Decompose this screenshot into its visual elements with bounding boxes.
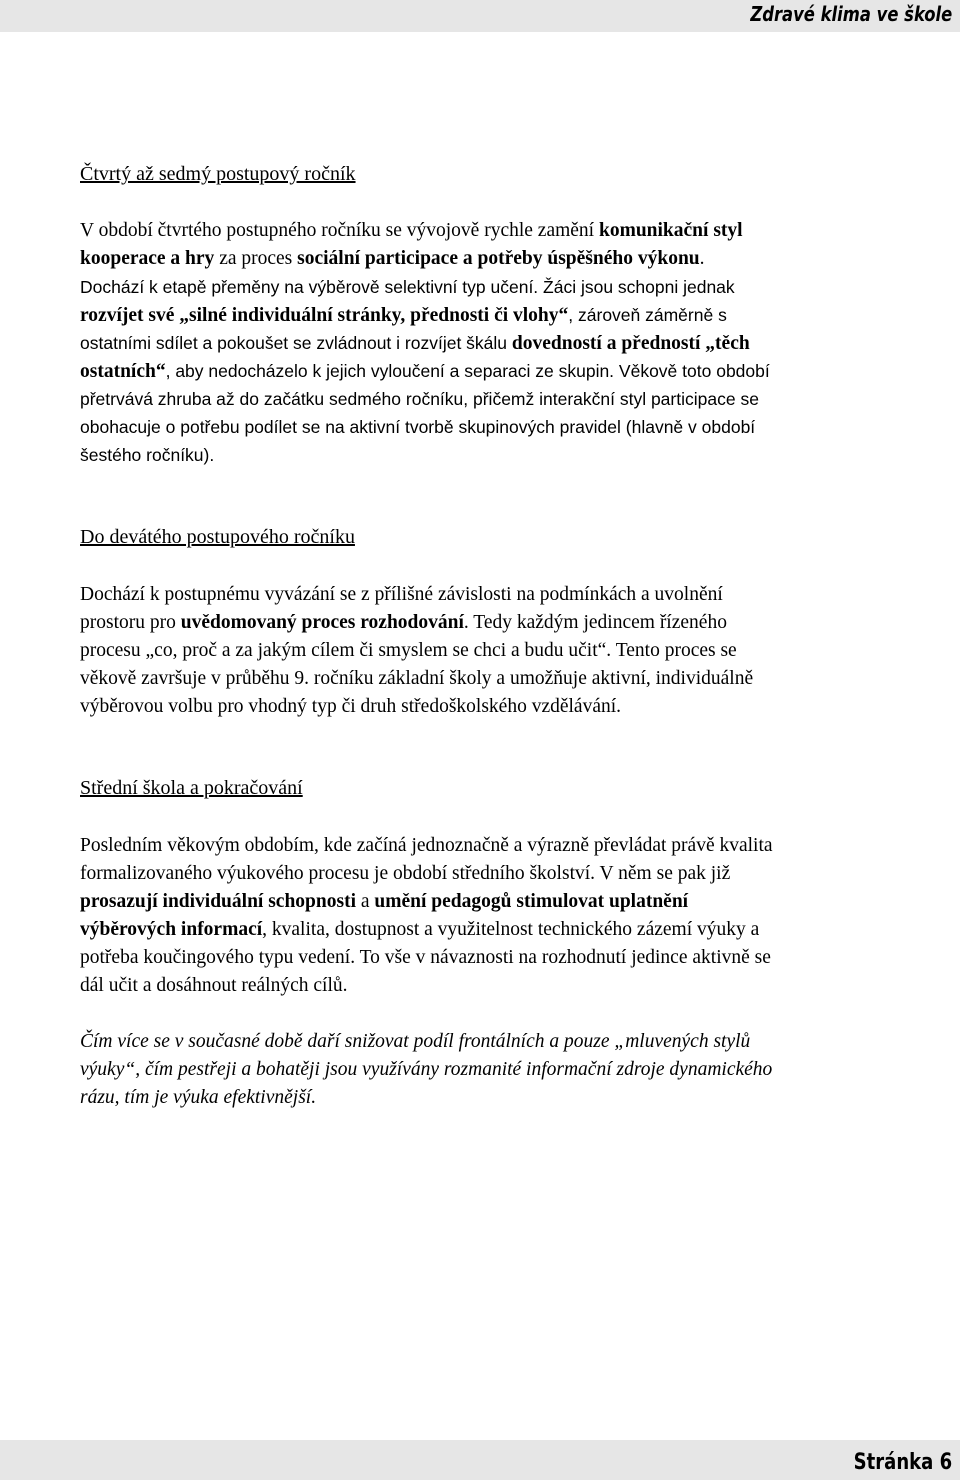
text-line	[80, 637, 892, 665]
text-run: výběrovou volbu pro vhodný typ či druh středoškolského vzdělávání.	[80, 696, 622, 717]
text-run: Žáci jsou schopni jednak	[543, 277, 735, 297]
text-run: za proces	[214, 248, 298, 269]
bold-text-run: kooperace a hry	[80, 248, 215, 269]
text-line	[80, 693, 892, 721]
header-bar	[0, 0, 960, 32]
text-run: prostoru pro	[80, 612, 181, 633]
header-title: Zdravé klima ve škole	[750, 2, 952, 26]
section-heading-4-7: Čtvrtý až sedmý postupový ročník	[80, 163, 356, 185]
section-heading-9: Do devátého postupového ročníku	[80, 526, 355, 548]
bold-text-run: umění pedagogů stimulovat uplatnění	[374, 891, 689, 912]
text-run: rázu, tím je výuka efektivnější.	[80, 1087, 317, 1108]
text-run: Dochází k etapě přeměny na výběrově selektivní typ učení.	[80, 277, 544, 297]
text-line	[80, 581, 892, 609]
bold-text-run: rozvíjet své „silné individuální stránky, přednosti či vlohy“	[80, 305, 569, 326]
text-line	[80, 217, 892, 245]
text-line	[80, 944, 892, 972]
text-run: dál učit a dosáhnout reálných cílů.	[80, 975, 348, 996]
bold-text-run: dovedností a předností „těch	[511, 333, 750, 354]
text-line	[80, 245, 892, 273]
text-run: Věkově toto období	[618, 361, 770, 381]
text-line	[80, 1028, 892, 1056]
text-run: Dochází k postupnému vyvázání se z přílišné závislosti na podmínkách a uvolnění	[80, 584, 723, 605]
text-line	[80, 832, 892, 860]
bold-text-run: uvědomovaný proces rozhodování	[180, 612, 464, 633]
paragraph-4-7	[80, 217, 892, 469]
text-line	[80, 860, 892, 888]
text-run: procesu „co, proč a za jakým cílem či smyslem se chci a budu učit“. Tento proces se	[80, 640, 737, 661]
section-heading-secondary: Střední škola a pokračování	[80, 777, 303, 799]
bold-text-run: sociální participace a potřeby úspěšného výkonu	[297, 248, 700, 269]
text-line	[80, 888, 892, 916]
text-run: přetrvává zhruba až do začátku sedmého ročníku, přičemž interakční styl participace se	[80, 389, 759, 409]
text-run: V období čtvrtého postupného ročníku se vývojově rychle zamění	[80, 220, 599, 241]
text-run: , aby nedocházelo k jejich vyloučení a separaci ze skupin.	[165, 361, 619, 381]
text-run: Čím více se v současné době daří snižovat podíl frontálních a pouze „mluvených stylů	[80, 1031, 751, 1052]
text-run: formalizovaného výukového procesu je období středního školství. V něm se pak již	[80, 863, 731, 884]
text-run: potřeba koučingového typu vedení. To vše v návaznosti na rozhodnutí jedince aktivně se	[80, 947, 771, 968]
paragraph-secondary	[80, 832, 892, 1000]
text-line	[80, 972, 892, 1000]
text-line	[80, 273, 892, 301]
text-line	[80, 357, 892, 385]
text-run: věkově završuje v průběhu 9. ročníku základní školy a umožňuje aktivní, individuálně	[80, 668, 754, 689]
text-line	[80, 385, 892, 413]
text-run: .	[699, 248, 705, 269]
text-line	[80, 441, 892, 469]
text-line	[80, 916, 892, 944]
bold-text-run: ostatních“	[80, 361, 166, 382]
bold-text-run: prosazují individuální schopnosti	[80, 891, 356, 912]
text-line	[80, 1084, 892, 1112]
text-run: šestého ročníku).	[80, 445, 215, 465]
page-number-label: Stránka 6	[853, 1450, 952, 1475]
text-run: , zároveň záměrně s	[568, 305, 727, 325]
footer-bar	[0, 1440, 960, 1480]
paragraph-9	[80, 581, 892, 721]
text-run: výuky“, čím pestřeji a bohatěji jsou využívány rozmanité informační zdroje dynamického	[80, 1059, 773, 1080]
text-run: obohacuje o potřebu podílet se na aktivní tvorbě skupinových pravidel (hlavně v období	[80, 417, 756, 437]
bold-text-run: výběrových informací	[80, 919, 263, 940]
text-line	[80, 329, 892, 357]
text-line	[80, 413, 892, 441]
text-line	[80, 609, 892, 637]
text-run: a	[356, 891, 375, 912]
text-run: Posledním věkovým obdobím, kde začíná jednoznačně a výrazně převládat právě kvalita	[80, 835, 773, 856]
text-run: . Tedy každým jedincem řízeného	[463, 612, 727, 633]
text-line	[80, 1056, 892, 1084]
text-run: , kvalita, dostupnost a využitelnost technického zázemí výuky a	[262, 919, 760, 940]
text-run: ostatními sdílet a pokoušet se zvládnout i rozvíjet škálu	[80, 333, 512, 353]
text-line	[80, 301, 892, 329]
text-line	[80, 665, 892, 693]
conclusion-paragraph	[80, 1028, 892, 1112]
bold-text-run: komunikační styl	[598, 220, 743, 241]
